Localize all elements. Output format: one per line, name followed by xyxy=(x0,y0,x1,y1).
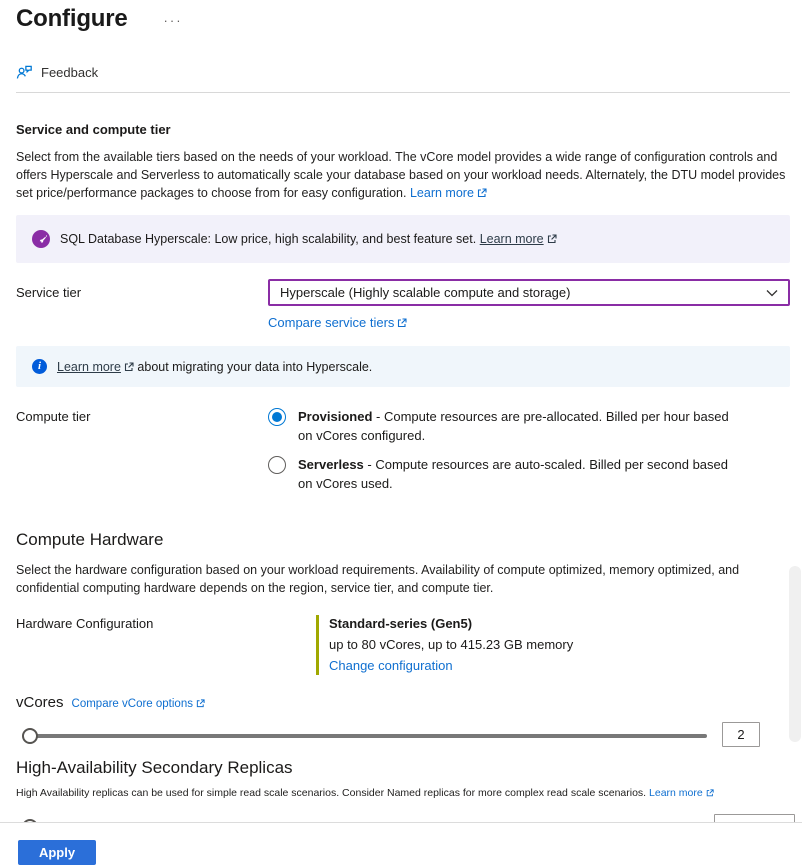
service-compute-tier-heading: Service and compute tier xyxy=(16,122,171,137)
compute-hardware-heading: Compute Hardware xyxy=(16,530,164,549)
vcores-value-input[interactable]: 2 xyxy=(722,722,760,747)
radio-unselected-icon[interactable] xyxy=(268,456,286,474)
compute-hardware-description: Select the hardware configuration based on your workload requirements. Availability of compute optimized, memory optimized, and confidential computing hardware depends on the region, service tier, and compute tier. xyxy=(16,563,740,595)
chevron-down-icon xyxy=(766,289,778,297)
external-link-icon xyxy=(397,318,407,328)
hyperscale-banner xyxy=(16,215,790,263)
migration-banner-text xyxy=(57,360,372,374)
compute-tier-options xyxy=(268,407,746,503)
external-link-icon xyxy=(477,188,487,198)
external-link-icon xyxy=(706,789,714,797)
replicas-slider xyxy=(16,812,790,822)
scrollbar-thumb[interactable] xyxy=(789,566,801,742)
compare-service-tiers-row xyxy=(268,314,790,332)
replicas-heading: High-Availability Secondary Replicas xyxy=(16,758,293,777)
migration-learn-more-link[interactable]: Learn more xyxy=(57,360,134,374)
compute-tier-option-provisioned[interactable] xyxy=(268,407,746,445)
compute-tier-label: Compute tier xyxy=(16,409,91,424)
hyperscale-banner-message: SQL Database Hyperscale: Low price, high scalability, and best feature set. xyxy=(60,232,477,246)
migration-banner-message: about migrating your data into Hyperscale. xyxy=(137,359,373,374)
compute-tier-option-serverless[interactable] xyxy=(268,455,746,493)
radio-selected-icon[interactable] xyxy=(268,408,286,426)
hardware-configuration-row xyxy=(16,615,790,675)
option-text: Provisioned - Compute resources are pre-allocated. Billed per hour based on vCores configured. xyxy=(298,409,729,443)
external-link-icon xyxy=(196,699,205,708)
service-tier-learn-more-link[interactable]: Learn more xyxy=(410,186,487,200)
replicas-description xyxy=(16,787,790,800)
service-tier-selected-value: Hyperscale (Highly scalable compute and storage) xyxy=(280,285,571,300)
vcores-slider-handle[interactable] xyxy=(22,728,38,744)
service-tier-description xyxy=(16,148,790,202)
replicas-description-text: High Availability replicas can be used for simple read scale scenarios. Consider Named replicas for more complex read scale scenarios. xyxy=(16,787,647,799)
more-menu-button[interactable]: ··· xyxy=(163,12,183,28)
service-tier-description-text: Select from the available tiers based on the needs of your workload. The vCore model provides a wide range of configuration controls and offers Hyperscale and Serverless to automatically scale your database based on your workload needs. Alternately, the DTU model provides set price/performance packages to choose from for easy configuration. xyxy=(16,150,786,200)
feedback-icon xyxy=(16,64,33,81)
hardware-configuration-label: Hardware Configuration xyxy=(16,616,154,631)
hardware-specs: up to 80 vCores, up to 415.23 GB memory xyxy=(329,637,574,652)
option-text: Serverless - Compute resources are auto-scaled. Billed per second based on vCores used. xyxy=(298,457,728,491)
replicas-value-input[interactable] xyxy=(714,814,795,822)
page-title: Configure xyxy=(16,5,128,32)
compare-vcore-options-link[interactable]: Compare vCore options xyxy=(72,698,205,710)
vcores-slider-track[interactable] xyxy=(30,734,707,738)
migration-info-banner xyxy=(16,346,790,387)
command-bar-divider xyxy=(16,92,790,93)
blade-header xyxy=(16,0,790,34)
vcores-label: vCores xyxy=(16,694,64,711)
apply-button[interactable]: Apply xyxy=(18,840,96,865)
vcores-slider xyxy=(16,721,790,751)
replicas-learn-more-link[interactable]: Learn more xyxy=(649,787,714,799)
info-icon: i xyxy=(32,359,47,374)
compute-tier-row xyxy=(16,407,790,503)
service-tier-dropdown[interactable] xyxy=(268,279,790,306)
hardware-name: Standard-series (Gen5) xyxy=(329,616,473,631)
service-tier-row xyxy=(16,279,790,306)
vcores-header xyxy=(16,693,790,713)
service-tier-label: Service tier xyxy=(16,285,82,300)
external-link-icon xyxy=(124,362,134,372)
blade-footer xyxy=(0,822,802,866)
hyperscale-learn-more-link[interactable]: Learn more xyxy=(480,232,557,246)
compare-service-tiers-link[interactable]: Compare service tiers xyxy=(268,315,407,330)
hyperscale-banner-text xyxy=(60,232,557,246)
hardware-configuration-card xyxy=(316,615,573,675)
rocket-icon xyxy=(32,230,50,248)
change-configuration-link[interactable]: Change configuration xyxy=(329,658,453,673)
feedback-button[interactable] xyxy=(16,60,126,84)
external-link-icon xyxy=(547,234,557,244)
feedback-label: Feedback xyxy=(41,64,99,80)
